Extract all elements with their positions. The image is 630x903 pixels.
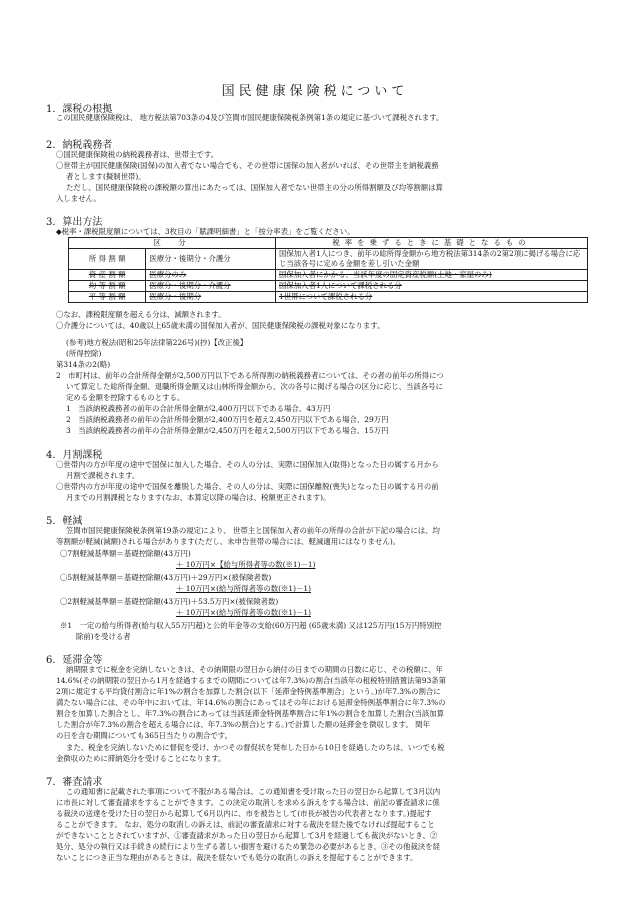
section-7-heading: 7．審査請求	[46, 777, 103, 788]
table-cell: 国保加入者1人について課税される分	[276, 281, 588, 292]
footnote: ※1 一定の給与所得者(給与収入55万円超)と公的年金等の支給(60万円超 (65歳未満) 又は125万円(15万円特別控	[60, 621, 442, 630]
reduction-70: 〇7割軽減基準額＝基礎控除額(43万円)	[60, 549, 191, 558]
footnote: 除前)を受ける者	[76, 632, 131, 641]
section-2-line: 〇世帯主が国民健康保険(国保)の加入者でない場合でも、その世帯に国保の加入者がいれば、その世帯主を納税義務	[56, 161, 439, 170]
table-cell: 医療分・後期分・介護分	[146, 249, 276, 270]
table-row	[69, 281, 588, 292]
section-1-text: この国民健康保険税は、 地方税法第703条の4及び笠間市国民健康保険税条例第1条の規定に基づいて課税されます。	[56, 113, 444, 122]
section-2-line: 者とします(擬制世帯)。	[66, 172, 146, 181]
rates-note: ◆税率・課税限度額については、3枚目の「賦課明細書」と「按分率表」をご覧ください。	[56, 227, 355, 236]
section-6-line: の日を含む期間についても365日当たりの割合です。	[56, 731, 232, 740]
page-title: 国民健康保険税について	[221, 84, 409, 99]
section-6-line: 満たない場合には、その年中においては、年14.6%の割合にあってはその年における延滞金特例基準割合に年7.3%の	[56, 698, 446, 707]
table-cell: 医療分・後期分・介護分	[146, 281, 276, 292]
table-row	[69, 249, 588, 270]
section-4-line: 〇世帯内の方が年度の途中で国保を離脱した場合、その人の分は、実際に国保離脱(喪失)となった日の属する月の前	[56, 482, 439, 491]
reduction-20: 〇2割軽減基準額＝基礎控除額(43万円)＋53.5万円×(被保険者数)	[60, 597, 279, 606]
section-5-line: 笠間市国民健康保険税条例第19条の規定により、 世帯主と国保加入者の前年の所得の合計が下記の場合には、均	[66, 526, 440, 535]
table-cell: 資 産 割 額	[69, 270, 146, 281]
section-7-line: ないことにつき正当な理由があるときは、裁決を経ないでも処分の取消しの訴えを提起することができます。	[56, 853, 418, 862]
table-cell: 所 得 割 額	[69, 249, 146, 270]
table-row	[69, 292, 588, 303]
reference-article: 第314条の2(略)	[56, 360, 111, 369]
section-4-line: 〇世帯内の方が年度の途中で国保に加入した場合、その人の分は、実際に国保加入(取得)となった日の属する月から	[56, 460, 439, 469]
section-7-line: ることができます。 なお、処分の取消しの訴えは、前記の審査請求に対する裁決を経た後でなければ提起すること	[56, 820, 435, 829]
table-cell: 国保加入者1人につき、前年の総所得金額から地方税法第314条の2第2項に掲げる場合に応じ当該各号に定める金額を差し引いた金額	[276, 249, 588, 270]
section-1-heading: 1．課税の根拠	[46, 104, 113, 115]
section-6-line: 納期限までに税金を完納しないときは、その納期限の翌日から納付の日までの期間の日数に応じ、その税額に、年	[66, 665, 443, 674]
table-cell: 医療分のみ	[146, 270, 276, 281]
section-2-heading: 2．納税義務者	[46, 140, 113, 151]
table-header-basis: 税率を乗ずるときに基礎となるもの	[276, 238, 588, 249]
section-3-note: 〇介護分については、40歳以上65歳未満の国保加入者が、国民健康保険税の課税対象になります。	[56, 321, 385, 330]
section-3-heading: 3．算出方法	[46, 217, 103, 228]
table-row	[69, 270, 588, 281]
section-5-heading: 5．軽減	[46, 516, 83, 527]
section-6-line: また、税金を完納しないために督促を受け、かつその督促状を発布した日から10日を経過したのちは、いつでも税	[66, 743, 445, 752]
table-cell: 均 等 割 額	[69, 281, 146, 292]
tax-basis-table	[68, 237, 588, 303]
reduction-50: 〇5割軽減基準額＝基礎控除額(43万円)＋29万円×(被保険者数)	[60, 573, 272, 582]
reduction-20-addend: ＋ 10万円×(給与所得者等の数(※1)－1)	[176, 608, 311, 617]
reference-paragraph: いて算定した総所得金額、退職所得金額又は山林所得金額から、次の各号に掲げる場合の区分に応じ、当該各号に	[66, 382, 443, 391]
section-7-line: この通知書に記載された事項について不服がある場合は、この通知書を受け取った日の翌日から起算して3月以内	[66, 787, 441, 796]
table-cell: 国保加入者にかかる、当該年度の固定資産税額(土地・家屋のみ)	[276, 270, 588, 281]
section-2-line: ただし、国民健康保険税の課税額の算出にあたっては、国保加入者でない世帯主の分の所得割額及び均等割額は算	[66, 183, 443, 192]
section-7-line: 処分、処分の執行又は手続きの続行により生ずる著しい損害を避けるため緊急の必要があるとき、③その他裁決を経	[56, 842, 441, 851]
section-6-line: 14.6%(その納期限の翌日から1月を経過するまでの期間については年7.3%)の割合(当該年の租税特別措置法第93条第	[56, 676, 447, 685]
reference-item: 1 当該納税義務者の前年の合計所得金額が2,400万円以下である場合、43万円	[66, 404, 331, 413]
section-7-line: ができないこととされていますが、①審査請求があった日の翌日から起算して3月を経過しても裁決がないとき、②	[56, 831, 438, 840]
reference-item: 3 当該納税義務者の前年の合計所得金額が2,450万円を超え2,500万円以下である場合、15万円	[66, 426, 389, 435]
reduction-50-addend: ＋ 10万円×(給与所得者等の数(※1)－1)	[176, 584, 311, 593]
table-cell: 平 等 割 額	[69, 292, 146, 303]
section-3-note: 〇なお、課税限度額を超える分は、減額されます。	[56, 310, 226, 319]
section-4-line: 月までの月割課税となります(なお、本算定以降の場合は、税額更正されます)。	[66, 493, 331, 502]
table-header-row	[69, 238, 588, 249]
reduction-70-addend: ＋ 10万円×【給与所得者等の数(※1)－1)	[176, 560, 316, 569]
section-6-line: した割合が年7.3%の割合を超える場合には、年7.3%の割合)とする。)で計算した額の延滞金を徴収します。 閏年	[56, 720, 430, 729]
section-6-heading: 6．延滞金等	[46, 655, 103, 666]
reference-subtitle: (所得控除)	[66, 349, 102, 358]
table-cell: 医療分・後期分	[146, 292, 276, 303]
section-2-line: 〇国民健康保険税の納税義務者は、世帯主です。	[56, 150, 219, 159]
reference-paragraph: 2 市町村は、前年の合計所得金額が2,500万円以下である所得割の納税義務者については、その者の前年の所得につ	[56, 371, 444, 380]
reference-paragraph: 定める金額を控除するものとする。	[66, 393, 185, 402]
section-4-heading: 4．月割課税	[46, 450, 103, 461]
reference-item: 2 当該納税義務者の前年の合計所得金額が2,400万円を超え2,450万円以下である場合、29万円	[66, 415, 389, 424]
section-6-line: 金徴収のために滞納処分を受けることになります。	[56, 754, 226, 763]
section-6-line: 2項に規定する平均貸付割合に年1%の割合を加算した割合(以下「延滞金特例基準割合」という。)が年7.3%の割合に	[56, 687, 441, 696]
section-7-line: に市長に対して審査請求をすることができます。この決定の取消しを求める訴えをする場合は、前記の審査請求に係	[56, 798, 440, 807]
section-7-line: る裁決の送達を受けた日の翌日から起算して6月以内に、市を被告として(市長が被告の代表者となります。)提起す	[56, 809, 432, 818]
section-2-line: 入しません。	[56, 194, 101, 203]
section-4-line: 月割で課税されます。	[66, 471, 140, 480]
table-header-category: 区 分	[69, 238, 276, 249]
reference-title: (参考)地方税法(昭和25年法律第226号)(抄)【改正後】	[66, 338, 248, 347]
section-5-line: 等割額が軽減(減額)される場合があります(ただし、未申告世帯の場合には、軽減適用にはなりません)。	[56, 537, 401, 546]
section-6-line: 割合を加算した割合とし、年7.3%の割合にあっては当該延滞金特例基準割合に年1%の割合を加算した割合(当該加算	[56, 709, 445, 718]
table-cell: 1世帯について課税される分	[276, 292, 588, 303]
